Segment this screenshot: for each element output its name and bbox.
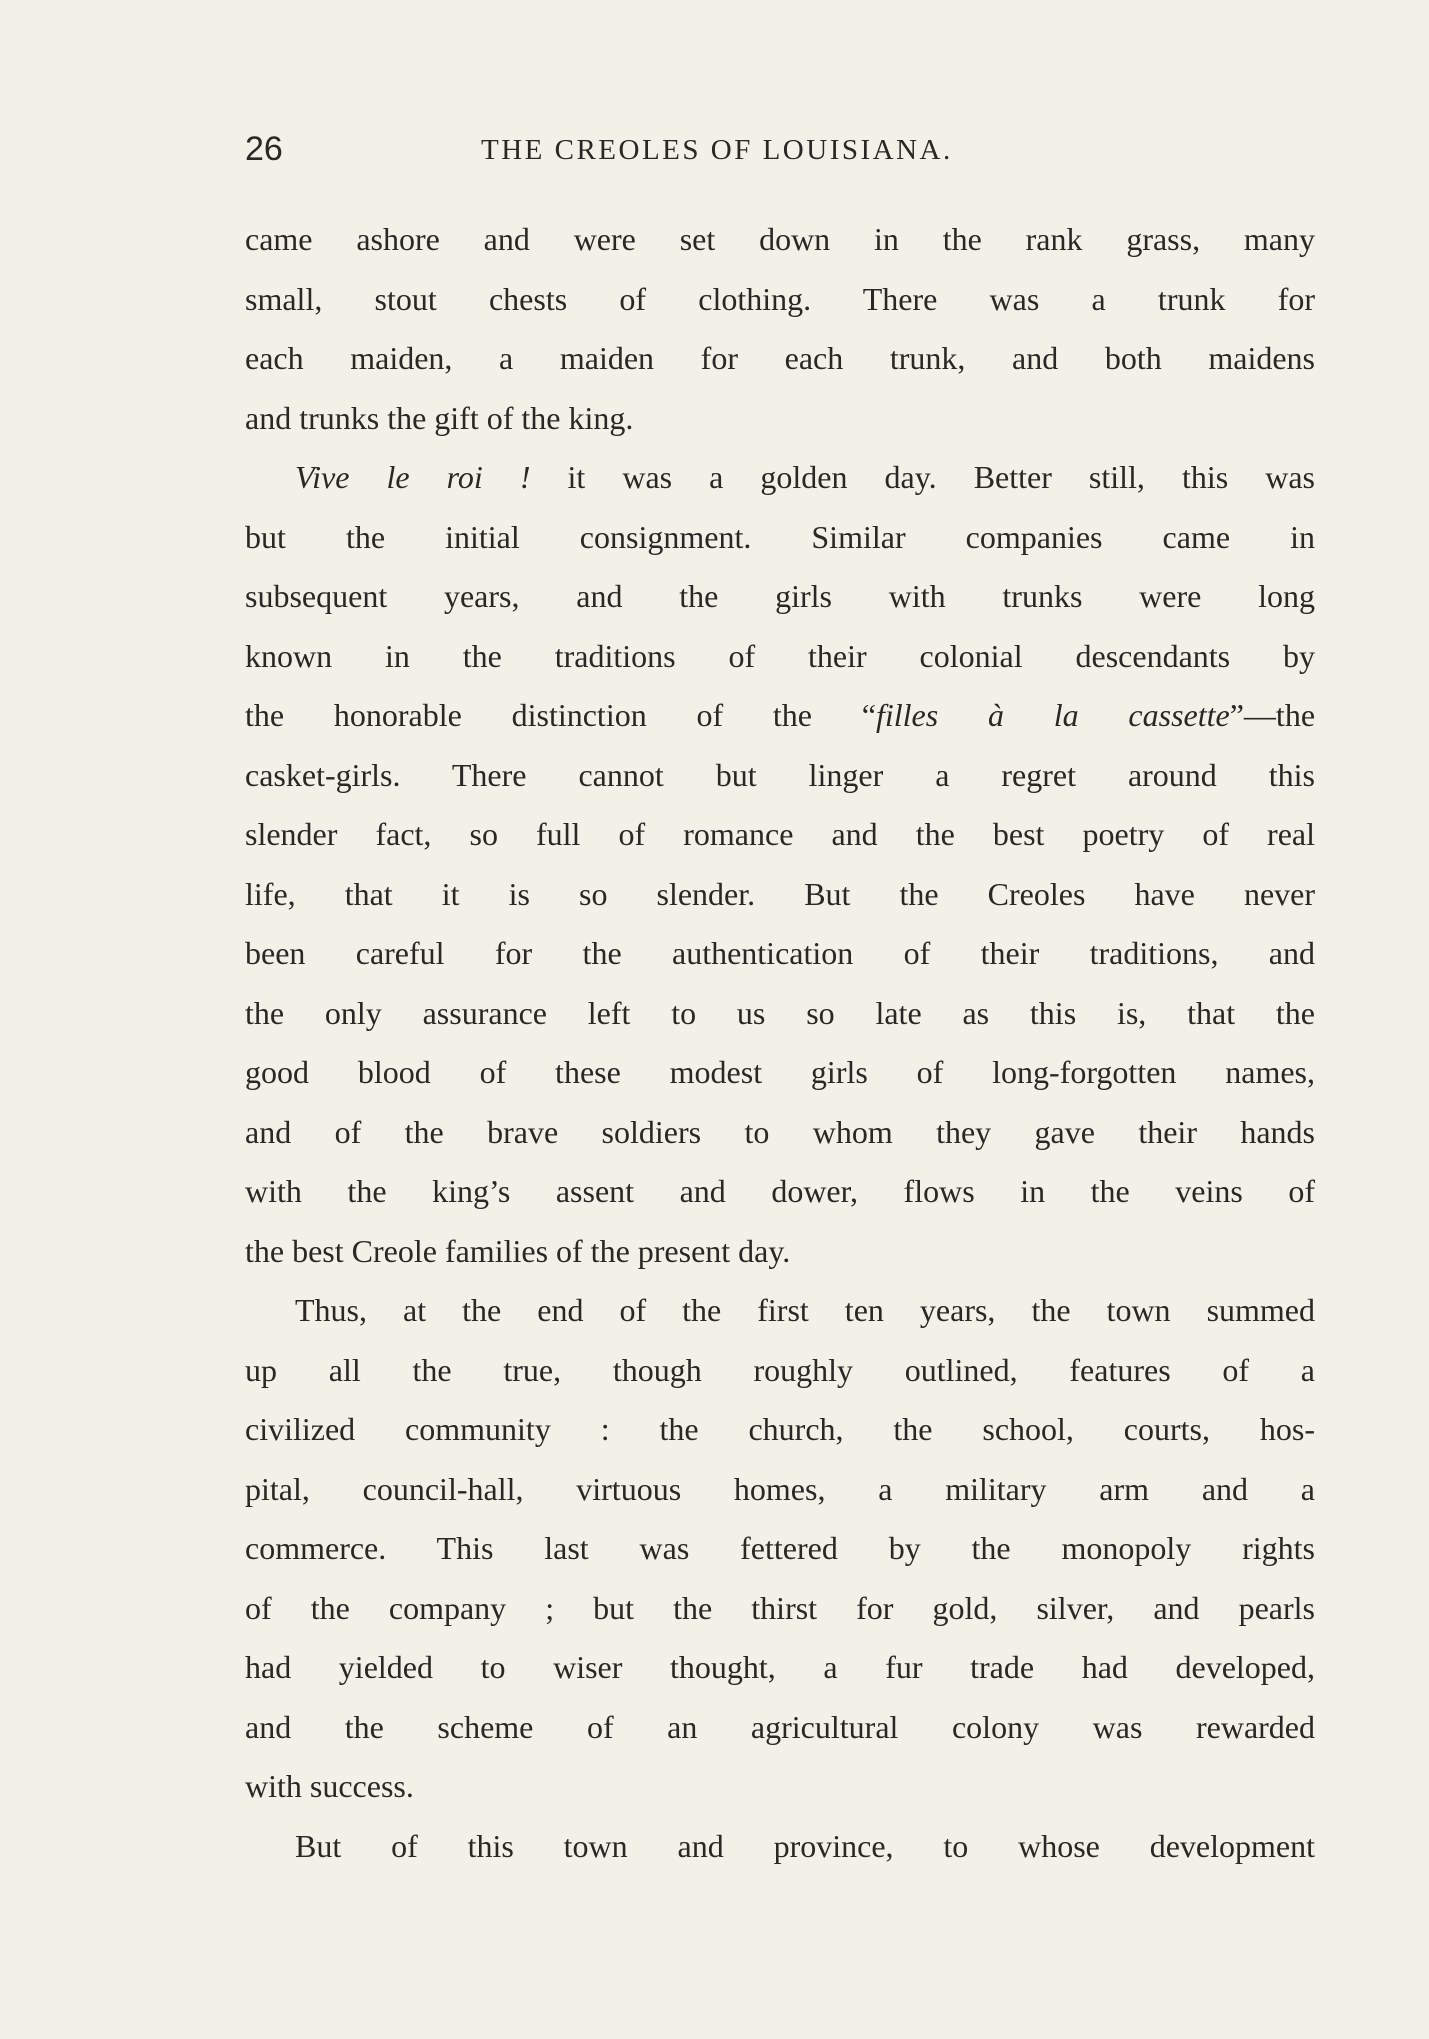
paragraph-3 xyxy=(245,1281,1315,1817)
text-line: been careful for the authentication of their traditions, and xyxy=(245,935,1315,971)
text-line: of the company ; but the thirst for gold, silver, and pearls xyxy=(245,1589,1315,1626)
text-line: but the initial consignment. Similar companies came in xyxy=(245,518,1315,555)
text-line xyxy=(245,686,1315,746)
text-line: pital, council-hall, virtuous homes, a military arm and a xyxy=(245,1470,1315,1507)
text-line: life, that it is so slender. But the Creoles have never xyxy=(245,875,1315,912)
running-title: THE CREOLES OF LOUISIANA. xyxy=(481,134,953,166)
text-line: casket-girls. There cannot but linger a regret around this xyxy=(245,756,1315,793)
paragraph-2 xyxy=(245,448,1315,1281)
italic-phrase: filles à la cassette xyxy=(875,697,1230,733)
text-line: each maiden, a maiden for each trunk, and both maidens xyxy=(245,340,1315,376)
line-text: it was a golden day. Better still, this was xyxy=(530,459,1316,495)
text-line: small, stout chests of clothing. There was a trunk for xyxy=(245,280,1315,317)
text-line: known in the traditions of their colonial descendants by xyxy=(245,637,1315,674)
text-line: came ashore and were set down in the rank grass, many xyxy=(245,221,1315,257)
text-line: up all the true, though roughly outlined, features of a xyxy=(245,1351,1315,1388)
text-line: the best Creole families of the present day. xyxy=(245,1232,791,1269)
text-line: Thus, at the end of the first ten years, the town summed xyxy=(295,1292,1315,1328)
text-line: subsequent years, and the girls with trunks were long xyxy=(245,578,1315,614)
text-line: commerce. This last was fettered by the monopoly rights xyxy=(245,1530,1315,1566)
text-line: But of this town and province, to whose development xyxy=(295,1827,1315,1864)
italic-phrase: Vive le roi ! xyxy=(295,459,531,495)
text-line: good blood of these modest girls of long-forgotten names, xyxy=(245,1054,1315,1090)
line-text: ”—the xyxy=(1229,697,1316,733)
text-line: and trunks the gift of the king. xyxy=(245,399,634,436)
text-line: slender fact, so full of romance and the best poetry of real xyxy=(245,816,1315,852)
text-line xyxy=(245,448,1315,508)
page-number: 26 xyxy=(245,130,283,168)
text-line: and the scheme of an agricultural colony was rewarded xyxy=(245,1708,1315,1745)
text-line: the only assurance left to us so late as this is, that the xyxy=(245,994,1315,1031)
page-header xyxy=(245,130,1315,174)
text-line: and of the brave soldiers to whom they gave their hands xyxy=(245,1113,1315,1150)
line-text: the honorable distinction of the “ xyxy=(245,697,876,733)
paragraph-4 xyxy=(245,1817,1315,1877)
paragraph-1 xyxy=(245,210,1315,448)
text-line: had yielded to wiser thought, a fur trade had developed, xyxy=(245,1649,1315,1685)
text-line: civilized community : the church, the school, courts, hos- xyxy=(245,1411,1315,1447)
text-line: with the king’s assent and dower, flows in the veins of xyxy=(245,1173,1315,1209)
text-line: with success. xyxy=(245,1768,414,1804)
body-text xyxy=(245,210,1315,1876)
